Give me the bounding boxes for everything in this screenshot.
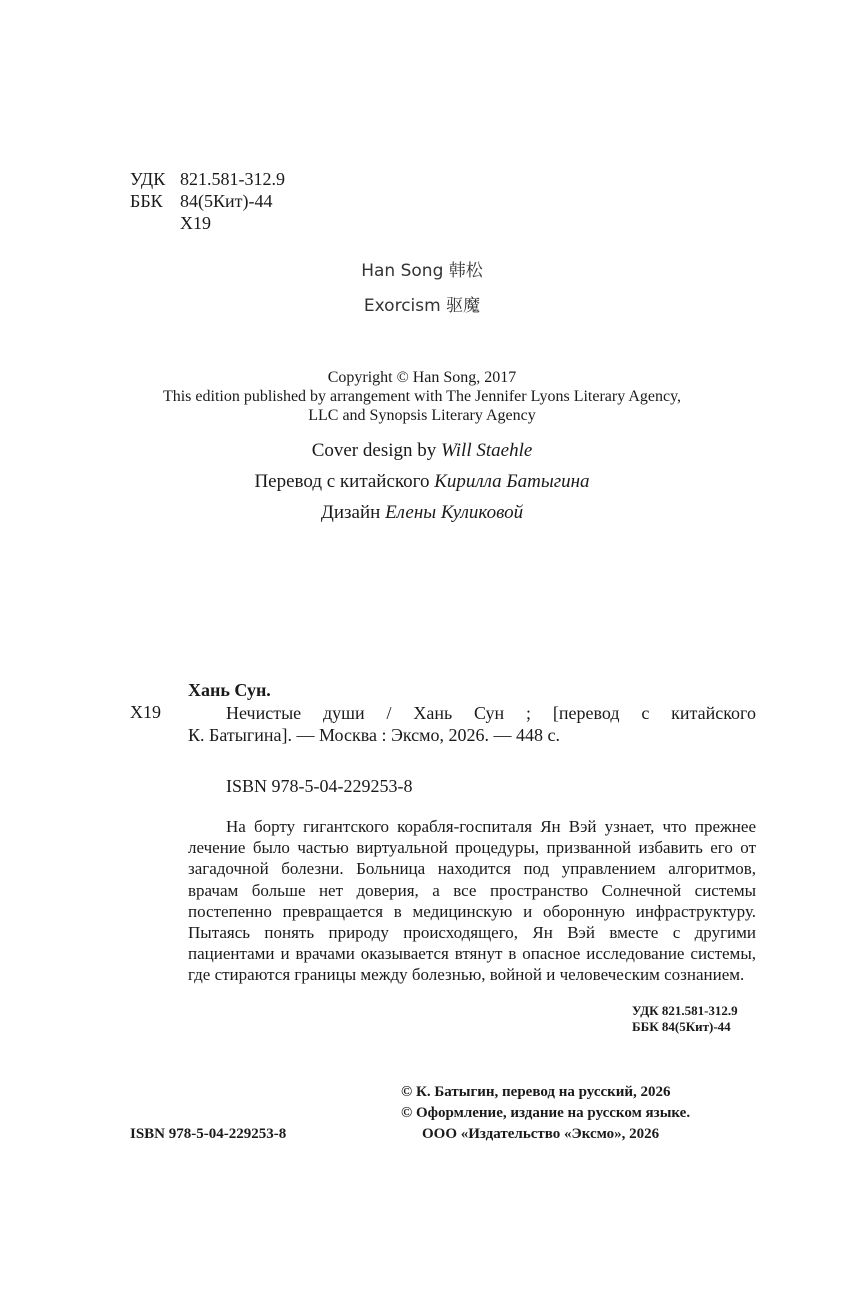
copyright-line-3: LLC and Synopsis Literary Agency (308, 407, 536, 424)
bib-line-1: Нечистые души / Хань Сун ; [перевод с китайского (226, 703, 756, 723)
original-author: Han Song 韩松 (361, 261, 483, 281)
translator-name: Кирилла Батыгина (434, 471, 590, 492)
design-prefix: Дизайн (320, 502, 386, 523)
bbk-bottom: ББК 84(5Кит)-44 (632, 1019, 731, 1034)
original-title: Exorcism 驱魔 (363, 296, 481, 316)
udk-bbk-bottom (632, 1003, 738, 1035)
author-mark-row (130, 212, 285, 234)
udk-label: УДК (130, 169, 166, 189)
bib-author-mark: Х19 (130, 702, 161, 722)
author-mark: Х19 (180, 213, 211, 233)
bbk-label: ББК (130, 191, 163, 211)
annotation: На борту гигантского корабля-госпиталя Ян Вэй узнает, что прежнее лечение было частью виртуальной процедуры, призванной избавить его от загадочной болезни. Больница находится под управлением алгоритмов, врачам больше нет доверия, а все пространство Солнечной системы постепенно превращается в медицинскую и оборонную инфраструктуру. Пытаясь понять природу происходящего, Ян Вэй вместе с другими пациентами и врачами оказывается втянут в опасное исследование системы, где стираются границы между болезнью, войной и человеческим сознанием. (188, 817, 756, 985)
udk-value: 821.581-312.9 (180, 169, 285, 189)
bbk-value: 84(5Кит)-44 (180, 191, 273, 211)
copyright-line-2: This edition published by arrangement with The Jennifer Lyons Literary Agency, (162, 388, 682, 405)
udk-bottom: УДК 821.581-312.9 (632, 1003, 738, 1018)
copyright-line-1: Copyright © Han Song, 2017 (327, 369, 517, 386)
bib-line-2: К. Батыгина]. — Москва : Эксмо, 2026. — 448 с. (188, 725, 560, 745)
classification-block (130, 168, 285, 234)
designer-name: Елены Куликовой (385, 502, 524, 523)
copyright-translation: © К. Батыгин, перевод на русский, 2026 (401, 1084, 671, 1100)
cover-design-prefix: Cover design by (311, 440, 441, 461)
bbk-row (130, 190, 285, 212)
cover-designer-name: Will Staehle (441, 440, 533, 461)
copyright-publisher: ООО «Издательство «Эксмо», 2026 (422, 1126, 660, 1142)
footer-isbn: ISBN 978-5-04-229253-8 (130, 1126, 287, 1142)
bib-isbn: ISBN 978-5-04-229253-8 (226, 776, 413, 796)
copyright-design: © Оформление, издание на русском языке. (401, 1105, 691, 1121)
translation-credit (0, 471, 844, 493)
bib-author: Хань Сун. (188, 680, 271, 700)
design-credit (0, 502, 844, 524)
cover-design-credit (0, 440, 844, 462)
udk-row (130, 168, 285, 190)
bib-description (188, 702, 756, 746)
translation-prefix: Перевод с китайского (254, 471, 435, 492)
